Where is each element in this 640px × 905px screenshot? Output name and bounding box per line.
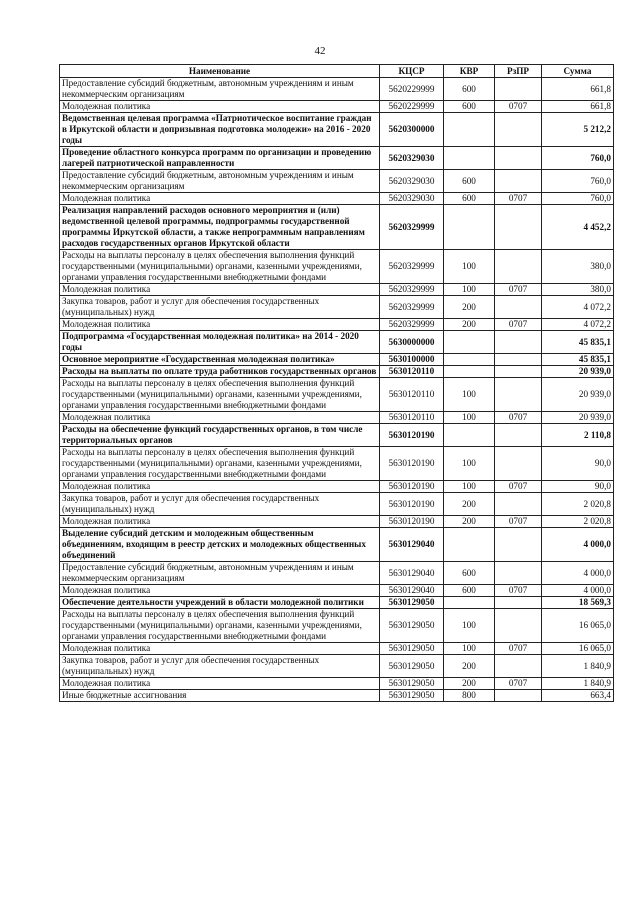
- cell-kvr: [444, 597, 495, 609]
- cell-kcsr: 5630129050: [380, 609, 444, 643]
- cell-sum: 661,8: [542, 78, 614, 101]
- cell-kcsr: 5630129040: [380, 585, 444, 597]
- table-row: [60, 193, 614, 205]
- cell-kvr: 100: [444, 284, 495, 296]
- cell-kcsr: 5630129050: [380, 597, 444, 609]
- table-row: [60, 147, 614, 170]
- cell-rzpr: [495, 354, 542, 366]
- cell-name: Молодежная политика: [60, 284, 380, 296]
- cell-name: Молодежная политика: [60, 516, 380, 528]
- cell-kvr: [444, 354, 495, 366]
- cell-sum: 1 840,9: [542, 655, 614, 678]
- cell-kvr: 100: [444, 250, 495, 284]
- cell-rzpr: [495, 424, 542, 447]
- cell-name: Реализация направлений расходов основного мероприятия и (или) ведомственной целевой программы, подпрограммы государственной программы Иркутской области, а также непрограммным направлениям расходов государственных органов Иркутской области: [60, 205, 380, 250]
- table-row: [60, 366, 614, 378]
- table-row: [60, 78, 614, 101]
- table-row: [60, 643, 614, 655]
- cell-kvr: 800: [444, 690, 495, 702]
- cell-name: Выделение субсидий детским и молодежным общественным объединениям, входящим в реестр детских и молодежных общественных объединений: [60, 528, 380, 562]
- cell-kvr: 200: [444, 516, 495, 528]
- cell-name: Молодежная политика: [60, 193, 380, 205]
- cell-kcsr: 5620229999: [380, 78, 444, 101]
- cell-kvr: 200: [444, 655, 495, 678]
- cell-name: Закупка товаров, работ и услуг для обеспечения государственных (муниципальных) нужд: [60, 493, 380, 516]
- table-row: [60, 597, 614, 609]
- cell-name: Основное мероприятие «Государственная молодежная политика»: [60, 354, 380, 366]
- cell-name: Обеспечение деятельности учреждений в области молодежной политики: [60, 597, 380, 609]
- cell-sum: 760,0: [542, 193, 614, 205]
- table-row: [60, 205, 614, 250]
- cell-name: Ведомственная целевая программа «Патриотическое воспитание граждан в Иркутской области и допризывная подготовка молодежи» на 2016 - 2020 годы: [60, 113, 380, 147]
- cell-rzpr: 0707: [495, 101, 542, 113]
- table-row: [60, 284, 614, 296]
- cell-name: Закупка товаров, работ и услуг для обеспечения государственных (муниципальных) нужд: [60, 655, 380, 678]
- cell-rzpr: [495, 528, 542, 562]
- cell-kvr: 100: [444, 447, 495, 481]
- header-kcsr: КЦСР: [380, 65, 444, 78]
- cell-rzpr: 0707: [495, 678, 542, 690]
- table-row: [60, 678, 614, 690]
- table-row: [60, 585, 614, 597]
- cell-rzpr: [495, 609, 542, 643]
- cell-kvr: 600: [444, 193, 495, 205]
- cell-sum: 90,0: [542, 447, 614, 481]
- cell-kcsr: 5620329999: [380, 284, 444, 296]
- cell-sum: 4 000,0: [542, 585, 614, 597]
- cell-sum: 2 020,8: [542, 516, 614, 528]
- cell-rzpr: [495, 366, 542, 378]
- cell-sum: 760,0: [542, 170, 614, 193]
- table-row: [60, 690, 614, 702]
- cell-sum: 4 000,0: [542, 562, 614, 585]
- cell-sum: 380,0: [542, 250, 614, 284]
- table-row: [60, 528, 614, 562]
- cell-sum: 5 212,2: [542, 113, 614, 147]
- table-row: [60, 424, 614, 447]
- cell-kcsr: 5630120110: [380, 412, 444, 424]
- cell-name: Проведение областного конкурса программ по организации и проведению лагерей патриотической направленности: [60, 147, 380, 170]
- cell-kcsr: 5630120190: [380, 481, 444, 493]
- cell-sum: 16 065,0: [542, 609, 614, 643]
- cell-name: Расходы на выплаты персоналу в целях обеспечения выполнения функций государственными (муниципальными) органами, казенными учреждениями, органами управления государственными внебюджетными фондами: [60, 447, 380, 481]
- table-row: [60, 331, 614, 354]
- cell-sum: 760,0: [542, 147, 614, 170]
- cell-kvr: 600: [444, 170, 495, 193]
- cell-sum: 45 835,1: [542, 354, 614, 366]
- cell-sum: 45 835,1: [542, 331, 614, 354]
- cell-rzpr: [495, 562, 542, 585]
- cell-rzpr: 0707: [495, 284, 542, 296]
- cell-name: Молодежная политика: [60, 585, 380, 597]
- cell-kcsr: 5630120110: [380, 366, 444, 378]
- cell-sum: 20 939,0: [542, 366, 614, 378]
- table-body: [60, 78, 614, 702]
- table-row: [60, 609, 614, 643]
- cell-name: Молодежная политика: [60, 481, 380, 493]
- cell-kcsr: 5630120190: [380, 493, 444, 516]
- cell-kvr: [444, 331, 495, 354]
- cell-kvr: [444, 205, 495, 250]
- cell-name: Закупка товаров, работ и услуг для обеспечения государственных (муниципальных) нужд: [60, 296, 380, 319]
- table-row: [60, 562, 614, 585]
- cell-rzpr: [495, 113, 542, 147]
- cell-sum: 2 020,8: [542, 493, 614, 516]
- cell-kvr: 600: [444, 562, 495, 585]
- cell-kvr: 100: [444, 412, 495, 424]
- cell-sum: 2 110,8: [542, 424, 614, 447]
- cell-kcsr: 5620329030: [380, 170, 444, 193]
- cell-rzpr: 0707: [495, 193, 542, 205]
- cell-sum: 16 065,0: [542, 643, 614, 655]
- cell-kcsr: 5630120110: [380, 378, 444, 412]
- cell-name: Предоставление субсидий бюджетным, автономным учреждениям и иным некоммерческим организациям: [60, 562, 380, 585]
- cell-rzpr: [495, 378, 542, 412]
- cell-kcsr: 5630129050: [380, 655, 444, 678]
- cell-rzpr: [495, 331, 542, 354]
- cell-sum: 1 840,9: [542, 678, 614, 690]
- cell-sum: 663,4: [542, 690, 614, 702]
- cell-name: Иные бюджетные ассигнования: [60, 690, 380, 702]
- cell-name: Молодежная политика: [60, 319, 380, 331]
- cell-rzpr: [495, 205, 542, 250]
- cell-rzpr: [495, 250, 542, 284]
- cell-rzpr: [495, 296, 542, 319]
- cell-kvr: 600: [444, 101, 495, 113]
- header-rzpr: РзПР: [495, 65, 542, 78]
- cell-kcsr: 5620300000: [380, 113, 444, 147]
- cell-sum: 18 569,3: [542, 597, 614, 609]
- table-row: [60, 250, 614, 284]
- cell-kcsr: 5620329999: [380, 296, 444, 319]
- table-row: [60, 170, 614, 193]
- cell-kvr: 100: [444, 378, 495, 412]
- cell-rzpr: 0707: [495, 643, 542, 655]
- cell-name: Предоставление субсидий бюджетным, автономным учреждениям и иным некоммерческим организациям: [60, 170, 380, 193]
- table-row: [60, 296, 614, 319]
- table-row: [60, 447, 614, 481]
- cell-rzpr: 0707: [495, 585, 542, 597]
- header-kvr: КВР: [444, 65, 495, 78]
- cell-kvr: [444, 147, 495, 170]
- cell-rzpr: [495, 690, 542, 702]
- cell-rzpr: [495, 147, 542, 170]
- cell-rzpr: 0707: [495, 516, 542, 528]
- cell-sum: 661,8: [542, 101, 614, 113]
- cell-kcsr: 5630120190: [380, 447, 444, 481]
- cell-rzpr: [495, 170, 542, 193]
- cell-kcsr: 5620329999: [380, 205, 444, 250]
- cell-kvr: 200: [444, 319, 495, 331]
- cell-kvr: 200: [444, 678, 495, 690]
- cell-kvr: 600: [444, 78, 495, 101]
- cell-kcsr: 5620329999: [380, 250, 444, 284]
- cell-kvr: 100: [444, 609, 495, 643]
- table-row: [60, 412, 614, 424]
- cell-kcsr: 5620329030: [380, 147, 444, 170]
- table-row: [60, 655, 614, 678]
- cell-rzpr: 0707: [495, 412, 542, 424]
- cell-name: Молодежная политика: [60, 643, 380, 655]
- cell-rzpr: 0707: [495, 481, 542, 493]
- cell-name: Расходы на обеспечение функций государственных органов, в том числе территориальных органов: [60, 424, 380, 447]
- table-row: [60, 516, 614, 528]
- cell-kcsr: 5620229999: [380, 101, 444, 113]
- cell-kvr: [444, 366, 495, 378]
- cell-sum: 380,0: [542, 284, 614, 296]
- table-row: [60, 354, 614, 366]
- cell-rzpr: 0707: [495, 319, 542, 331]
- cell-kcsr: 5630100000: [380, 354, 444, 366]
- cell-kvr: [444, 113, 495, 147]
- cell-kvr: [444, 528, 495, 562]
- cell-name: Расходы на выплаты персоналу в целях обеспечения выполнения функций государственными (муниципальными) органами, казенными учреждениями, органами управления государственными внебюджетными фондами: [60, 250, 380, 284]
- cell-kcsr: 5630120190: [380, 424, 444, 447]
- cell-kcsr: 5620329030: [380, 193, 444, 205]
- cell-name: Расходы на выплаты персоналу в целях обеспечения выполнения функций государственными (муниципальными) органами, казенными учреждениями, органами управления государственными внебюджетными фондами: [60, 378, 380, 412]
- cell-kcsr: 5630000000: [380, 331, 444, 354]
- cell-kvr: 100: [444, 481, 495, 493]
- cell-rzpr: [495, 597, 542, 609]
- header-name: Наименование: [60, 65, 380, 78]
- cell-name: Расходы на выплаты по оплате труда работников государственных органов: [60, 366, 380, 378]
- cell-sum: 20 939,0: [542, 412, 614, 424]
- cell-sum: 4 072,2: [542, 296, 614, 319]
- cell-kvr: 200: [444, 493, 495, 516]
- cell-sum: 20 939,0: [542, 378, 614, 412]
- cell-rzpr: [495, 78, 542, 101]
- cell-name: Подпрограмма «Государственная молодежная политика» на 2014 - 2020 годы: [60, 331, 380, 354]
- header-sum: Сумма: [542, 65, 614, 78]
- cell-kvr: 200: [444, 296, 495, 319]
- table-row: [60, 319, 614, 331]
- table-header-row: [60, 65, 614, 78]
- cell-name: Молодежная политика: [60, 412, 380, 424]
- cell-rzpr: [495, 493, 542, 516]
- cell-kvr: [444, 424, 495, 447]
- cell-kcsr: 5630120190: [380, 516, 444, 528]
- cell-kvr: 600: [444, 585, 495, 597]
- table-row: [60, 101, 614, 113]
- cell-sum: 90,0: [542, 481, 614, 493]
- cell-kcsr: 5630129050: [380, 678, 444, 690]
- cell-kcsr: 5620329999: [380, 319, 444, 331]
- cell-kcsr: 5630129040: [380, 528, 444, 562]
- cell-kcsr: 5630129040: [380, 562, 444, 585]
- table-row: [60, 113, 614, 147]
- cell-sum: 4 000,0: [542, 528, 614, 562]
- page-number: 42: [314, 45, 326, 57]
- cell-name: Молодежная политика: [60, 678, 380, 690]
- budget-table: [59, 64, 614, 702]
- cell-name: Молодежная политика: [60, 101, 380, 113]
- cell-sum: 4 072,2: [542, 319, 614, 331]
- cell-name: Предоставление субсидий бюджетным, автономным учреждениям и иным некоммерческим организациям: [60, 78, 380, 101]
- cell-name: Расходы на выплаты персоналу в целях обеспечения выполнения функций государственными (муниципальными) органами, казенными учреждениями, органами управления государственными внебюджетными фондами: [60, 609, 380, 643]
- cell-rzpr: [495, 655, 542, 678]
- table-row: [60, 481, 614, 493]
- cell-rzpr: [495, 447, 542, 481]
- table-row: [60, 493, 614, 516]
- cell-sum: 4 452,2: [542, 205, 614, 250]
- cell-kcsr: 5630129050: [380, 690, 444, 702]
- cell-kvr: 100: [444, 643, 495, 655]
- cell-kcsr: 5630129050: [380, 643, 444, 655]
- table-row: [60, 378, 614, 412]
